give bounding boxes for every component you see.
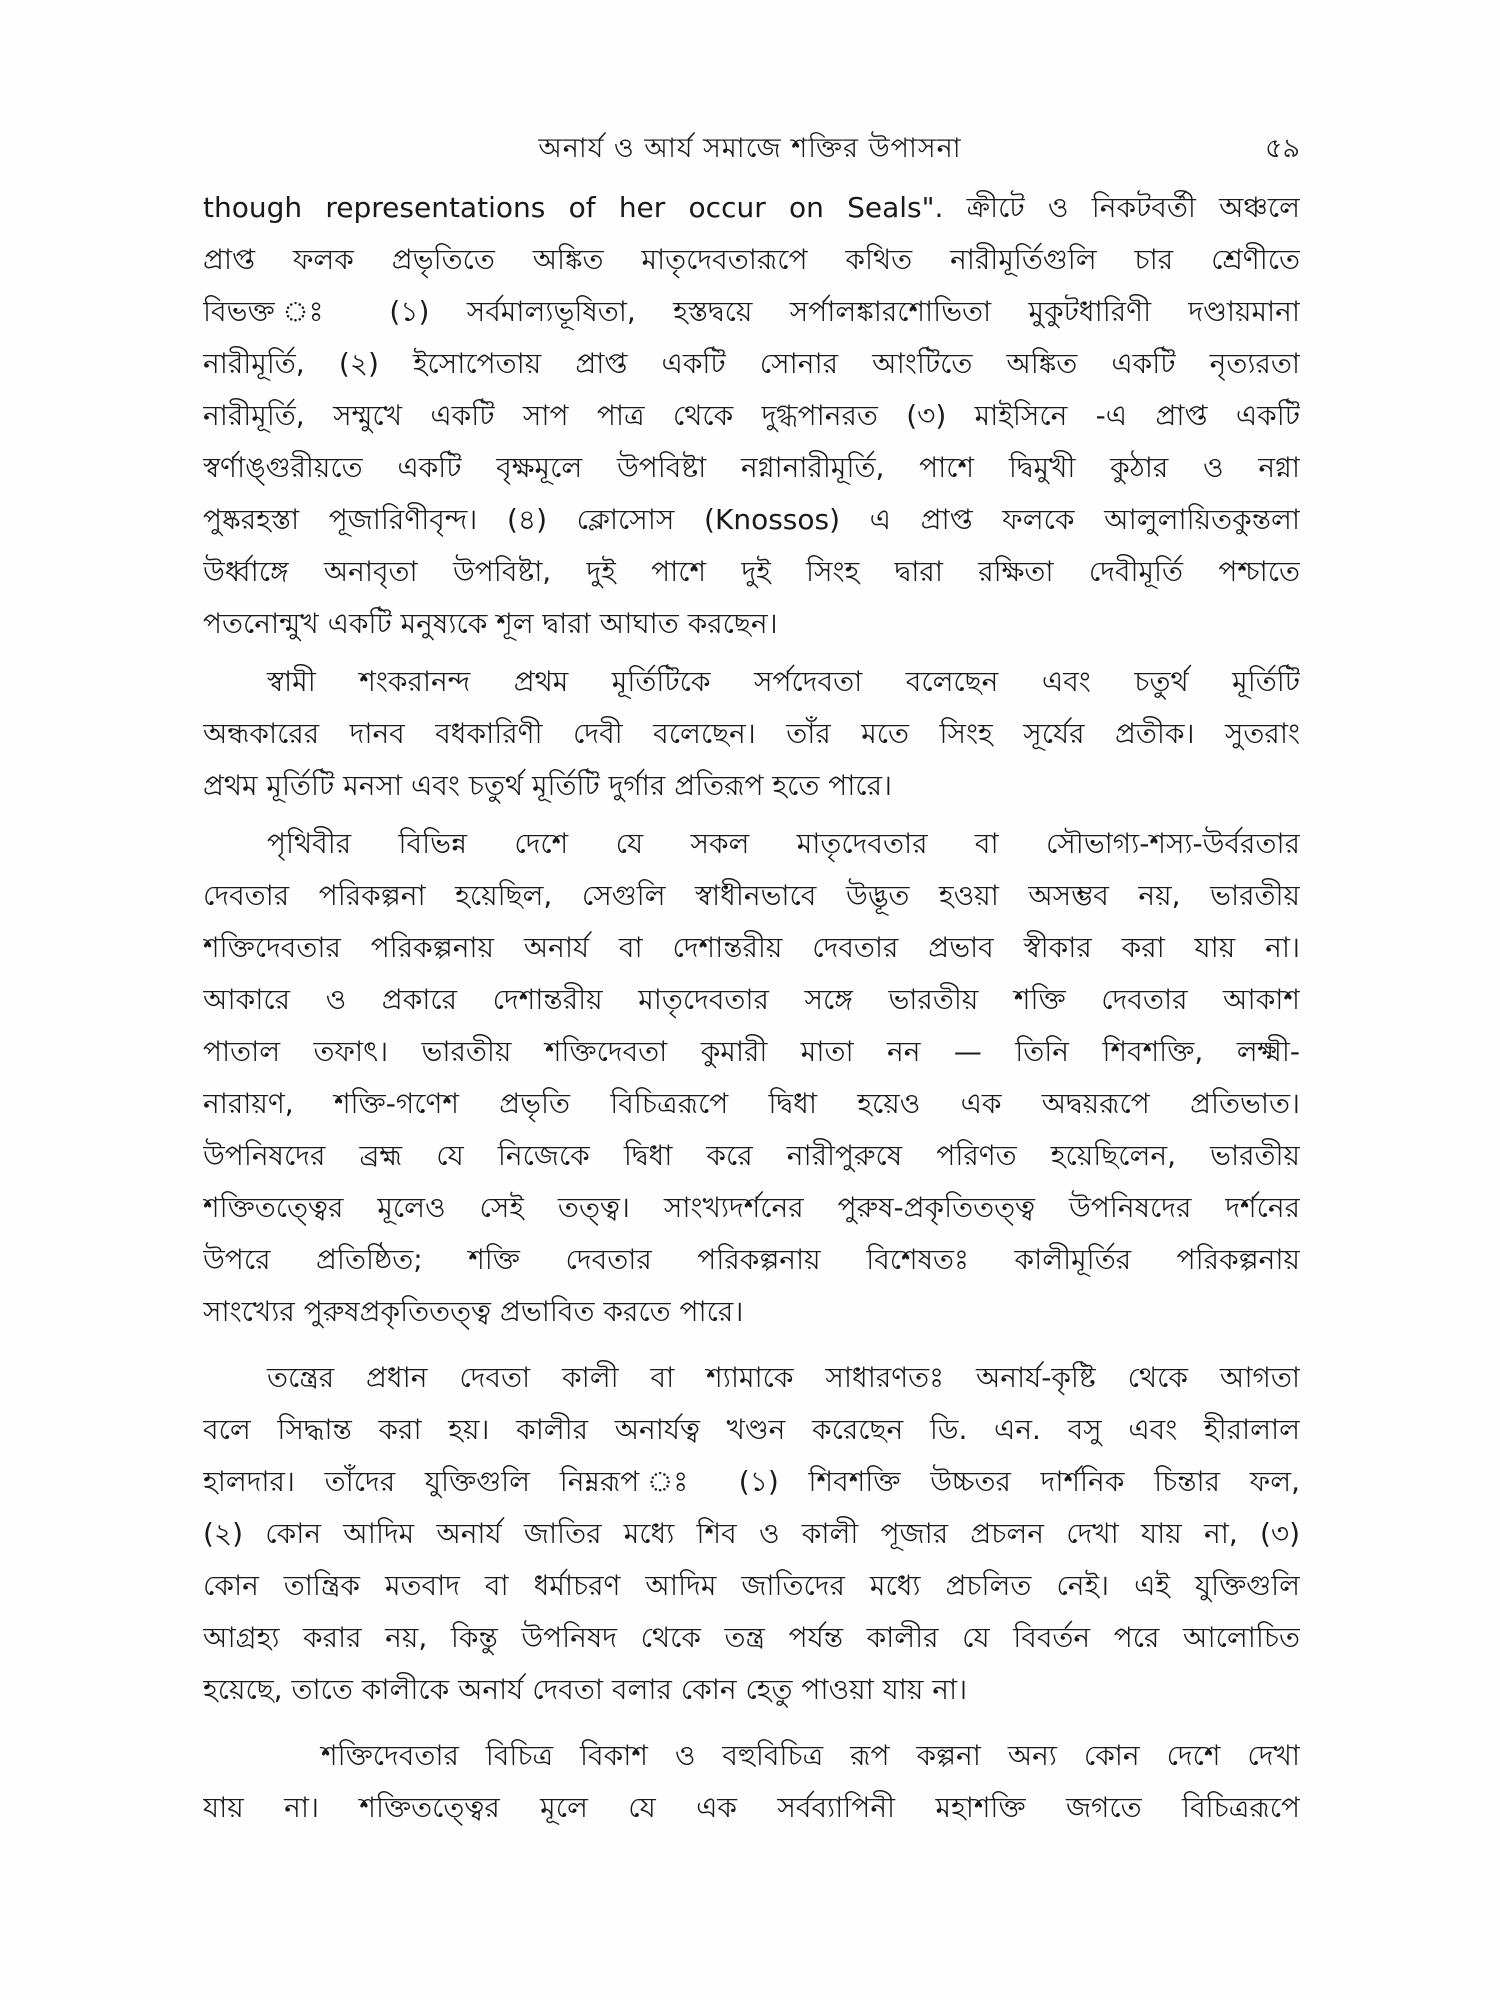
text-line: আগ্রহ্য করার নয়, কিন্তু উপনিষদ থেকে তন্ত্র পর্যন্ত কালীর যে বিবর্তন পরে আলোচিত <box>203 1621 1300 1654</box>
text-line: (২) কোন আদিম অনার্য জাতির মধ্যে শিব ও কালী পূজার প্রচলন দেখা যায় না, (৩) <box>203 1517 1300 1550</box>
page-number: ৫৯ <box>1264 133 1300 164</box>
text-line: পুষ্করহস্তা পূজারিণীবৃন্দ। (৪) ক্লোসোস (Knossos) এ প্রাপ্ত ফলকে আলুলায়িতকুন্তলা <box>203 503 1300 536</box>
running-head <box>200 128 1300 178</box>
text-line: যায় না। শক্তিতত্ত্বের মূলে যে এক সর্বব্যাপিনী মহাশক্তি জগতে বিচিত্ররূপে <box>203 1791 1300 1824</box>
text-line: বিভক্ত ঃ (১) সর্বমাল্যভূষিতা, হস্তদ্বয়ে সর্পালঙ্কারশোভিতা মুকুটধারিণী দণ্ডায়মানা <box>203 295 1300 328</box>
text-line: উর্ধ্বাঙ্গে অনাবৃতা উপবিষ্টা, দুই পাশে দুই সিংহ দ্বারা রক্ষিতা দেবীমূর্তি পশ্চাতে <box>203 555 1300 588</box>
text-line: হালদার। তাঁদের যুক্তিগুলি নিম্নরূপ ঃ (১) শিবশক্তি উচ্চতর দার্শনিক চিন্তার ফল, <box>203 1465 1300 1498</box>
section-gap <box>203 1716 1300 1730</box>
paragraph-3 <box>203 818 1300 1338</box>
text-line: উপরে প্রতিষ্ঠিত; শক্তি দেবতার পরিকল্পনায় বিশেষতঃ কালীমূর্তির পরিকল্পনায় <box>203 1243 1300 1276</box>
paragraph-5 <box>203 1730 1300 1834</box>
text-line: প্রথম মূর্তিটি মনসা এবং চতুর্থ মূর্তিটি দুর্গার প্রতিরূপ হতে পারে। <box>203 769 893 802</box>
section-gap <box>203 1338 1300 1352</box>
text-line: কোন তান্ত্রিক মতবাদ বা ধর্মাচরণ আদিম জাতিদের মধ্যে প্রচলিত নেই। এই যুক্তিগুলি <box>203 1569 1300 1602</box>
text-line: পতনোন্মুখ একটি মনুষ্যকে শূল দ্বারা আঘাত করছেন। <box>203 607 778 640</box>
text-line: পৃথিবীর বিভিন্ন দেশে যে সকল মাতৃদেবতার বা সৌভাগ্য-শস্য-উর্বরতার <box>267 827 1300 860</box>
text-line: পাতাল তফাৎ। ভারতীয় শক্তিদেবতা কুমারী মাতা নন — তিনি শিবশক্তি, লক্ষ্মী- <box>203 1035 1300 1068</box>
paragraph-1 <box>203 182 1300 650</box>
text-line: though representations of her occur on Seals". ক্রীটে ও নিকটবর্তী অঞ্চলে <box>203 191 1300 224</box>
text-line: দেবতার পরিকল্পনা হয়েছিল, সেগুলি স্বাধীনভাবে উদ্ভূত হওয়া অসম্ভব নয়, ভারতীয় <box>203 879 1300 912</box>
text-line: শক্তিদেবতার বিচিত্র বিকাশ ও বহুবিচিত্র রূপ কল্পনা অন্য কোন দেশে দেখা <box>321 1739 1300 1772</box>
text-line: অন্ধকারের দানব বধকারিণী দেবী বলেছেন। তাঁর মতে সিংহ সূর্যের প্রতীক। সুতরাং <box>203 717 1300 750</box>
text-line: প্রাপ্ত ফলক প্রভৃতিতে অঙ্কিত মাতৃদেবতারূপে কথিত নারীমূর্তিগুলি চার শ্রেণীতে <box>203 243 1300 276</box>
text-line: শক্তিদেবতার পরিকল্পনায় অনার্য বা দেশান্তরীয় দেবতার প্রভাব স্বীকার করা যায় না। <box>203 931 1300 964</box>
text-line: হয়েছে, তাতে কালীকে অনার্য দেবতা বলার কোন হেতু পাওয়া যায় না। <box>203 1673 968 1706</box>
text-line: উপনিষদের ব্রহ্ম যে নিজেকে দ্বিধা করে নারীপুরুষে পরিণত হয়েছিলেন, ভারতীয় <box>203 1139 1300 1172</box>
text-line: বলে সিদ্ধান্ত করা হয়। কালীর অনার্যত্ব খণ্ডন করেছেন ডি. এন. বসু এবং হীরালাল <box>203 1413 1300 1446</box>
text-line: স্বামী শংকরানন্দ প্রথম মূর্তিটিকে সর্পদেবতা বলেছেন এবং চতুর্থ মূর্তিটি <box>267 665 1300 698</box>
text-line: নারীমূর্তি, (২) ইসোপেতায় প্রাপ্ত একটি সোনার আংটিতে অঙ্কিত একটি নৃত্যরতা <box>203 347 1300 380</box>
body-text <box>203 182 1300 1834</box>
text-line: আকারে ও প্রকারে দেশান্তরীয় মাতৃদেবতার সঙ্গে ভারতীয় শক্তি দেবতার আকাশ <box>203 983 1300 1016</box>
paragraph-2 <box>203 656 1300 812</box>
text-line: শক্তিতত্ত্বের মূলেও সেই তত্ত্ব। সাংখ্যদর্শনের পুরুষ-প্রকৃতিতত্ত্ব উপনিষদের দর্শনের <box>203 1191 1300 1224</box>
text-line: স্বর্ণাঙ্গুরীয়তে একটি বৃক্ষমূলে উপবিষ্টা নগ্নানারীমূর্তি, পাশে দ্বিমুখী কুঠার ও নগ্না <box>203 451 1300 484</box>
running-title: অনার্য ও আর্য সমাজে শক্তির উপাসনা <box>538 133 962 164</box>
text-line: নারায়ণ, শক্তি-গণেশ প্রভৃতি বিচিত্ররূপে দ্বিধা হয়েও এক অদ্বয়রূপে প্রতিভাত। <box>203 1087 1300 1120</box>
text-line: তন্ত্রের প্রধান দেবতা কালী বা শ্যামাকে সাধারণতঃ অনার্য-কৃষ্টি থেকে আগতা <box>267 1361 1300 1394</box>
text-line: নারীমূর্তি, সম্মুখে একটি সাপ পাত্র থেকে দুগ্ধপানরত (৩) মাইসিনে -এ প্রাপ্ত একটি <box>203 399 1300 432</box>
text-line: সাংখ্যের পুরুষপ্রকৃতিতত্ত্ব প্রভাবিত করতে পারে। <box>203 1295 744 1328</box>
paragraph-4 <box>203 1352 1300 1716</box>
